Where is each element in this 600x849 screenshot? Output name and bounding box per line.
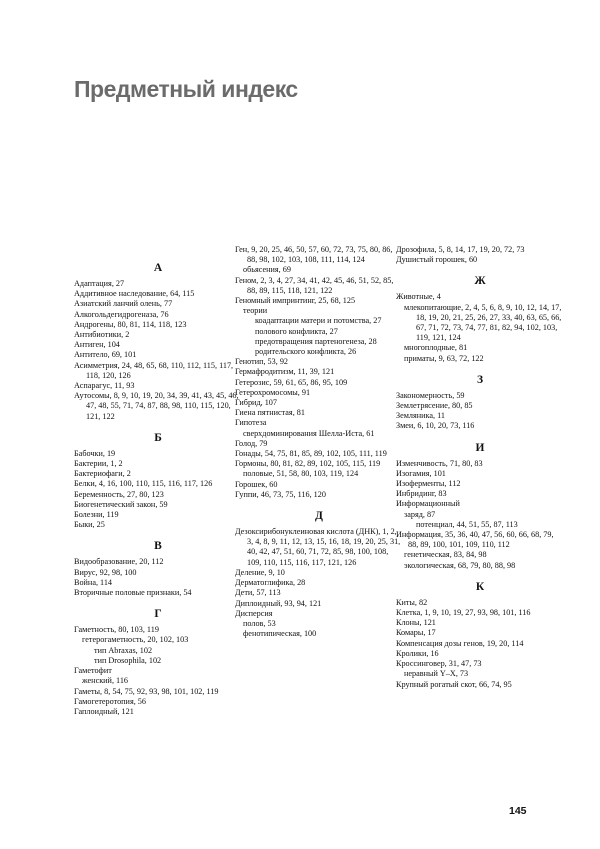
index-entry: Война, 114: [74, 577, 113, 587]
index-entry: Дисперсия: [235, 608, 273, 618]
index-entry: Гаплоидный, 121: [74, 706, 134, 716]
index-subentry: коадаптации матери и потомства, 27: [255, 316, 382, 326]
index-entry: Клоны, 121: [396, 618, 436, 628]
index-subentry: гетерогаметность, 20, 102, 103: [82, 635, 189, 645]
index-entry: Ген, 9, 20, 25, 46, 50, 57, 60, 72, 73, 75, 80, 86, 88, 98, 102, 103, 108, 111, 114, 124: [235, 245, 393, 265]
page-title: Предметный индекс: [74, 76, 298, 102]
index-entry: Землетрясение, 80, 85: [396, 401, 473, 411]
index-entry: Генотип, 53, 92: [235, 357, 289, 367]
index-entry: Адаптация, 27: [74, 279, 125, 288]
index-entry: Змеи, 6, 10, 20, 73, 116: [396, 421, 475, 431]
section-letter: К: [475, 580, 485, 593]
index-entry: Антитело, 69, 101: [74, 350, 137, 360]
index-entry: Дети, 57, 113: [235, 588, 281, 598]
index-entry: Кролики, 16: [396, 648, 439, 658]
index-entry: Аспарагус, 11, 93: [74, 381, 135, 391]
index-entry: Киты, 82: [396, 597, 428, 607]
index-subentry: приматы, 9, 63, 72, 122: [404, 353, 484, 363]
index-subentry: полов, 53: [243, 618, 276, 628]
index-entry: Изогамия, 101: [396, 468, 446, 478]
index-entry: Вирус, 92, 98, 100: [74, 567, 137, 577]
index-entry: Крупный рогатый скот, 66, 74, 95: [396, 679, 512, 689]
index-subentry: неравный Y–X, 73: [404, 669, 469, 679]
index-entry: Гетерозис, 59, 61, 65, 86, 95, 109: [235, 377, 348, 387]
index-entry: Асимметрия, 24, 48, 65, 68, 110, 112, 115, 117, 118, 120, 126: [74, 360, 234, 380]
index-entry: Гуппи, 46, 73, 75, 116, 120: [235, 489, 326, 499]
index-entry: Гаметность, 80, 103, 119: [74, 625, 159, 635]
index-entry: Болезни, 119: [74, 510, 119, 520]
index-entry: Дерматоглифика, 28: [235, 578, 306, 588]
index-entry: Клетка, 1, 9, 10, 19, 27, 93, 98, 101, 116: [396, 608, 531, 618]
index-subentry: женский, 116: [82, 676, 129, 686]
index-column-2: [235, 245, 403, 639]
index-entry: Аддитивное наследование, 64, 115: [74, 289, 195, 299]
index-entry: Голод, 79: [235, 438, 268, 448]
index-entry: Алкогольдегидрогеназа, 76: [74, 309, 169, 319]
index-entry: Информационный: [396, 499, 460, 509]
index-entry: Гипотеза: [235, 418, 267, 428]
index-subentry: тип Drosophila, 102: [94, 655, 162, 665]
index-entry: Информация, 35, 36, 40, 47, 56, 60, 66, 68, 79, 88, 89, 100, 101, 109, 110, 112: [396, 530, 554, 550]
index-entry: Аутосомы, 8, 9, 10, 19, 20, 34, 39, 41, 43, 45, 46, 47, 48, 55, 71, 74, 87, 88, 98, 110, 115, 120, 121, 122: [74, 391, 239, 421]
index-subentry: сверхдоминирования Шелла-Иста, 61: [243, 428, 375, 438]
section-letter: В: [154, 540, 162, 553]
section-letter: Г: [154, 608, 162, 621]
index-entry: Комары, 17: [396, 628, 436, 638]
page-number: 145: [509, 805, 527, 817]
index-entry: Быки, 25: [74, 520, 105, 530]
index-entry: Андрогены, 80, 81, 114, 118, 123: [74, 319, 187, 329]
index-entry: Гормоны, 80, 81, 82, 89, 102, 105, 115, 119: [235, 459, 381, 469]
section-letter: Б: [154, 431, 162, 444]
index-entry: Вторичные половые признаки, 54: [74, 588, 192, 598]
index-entry: Диплоидный, 93, 94, 121: [235, 598, 322, 608]
index-entry: Душистый горошек, 60: [396, 255, 478, 265]
index-subentry: млекопитающие, 2, 4, 5, 6, 8, 9, 10, 12, 14, 17, 18, 19, 20, 21, 25, 26, 27, 33, 40, 63, 65, 66, 67, 71, 72, 73, 74, 77, 81, 82, 94, 102, 103, 119, 121, 124: [404, 302, 562, 343]
index-entry: Земляника, 11: [396, 411, 445, 421]
index-subentry: родительского конфликта, 26: [255, 347, 357, 357]
section-letter: Ж: [474, 275, 486, 288]
index-subentry: половые, 51, 58, 80, 103, 119, 124: [243, 469, 359, 479]
index-entry: Животные, 4: [396, 292, 441, 302]
index-entry: Бабочки, 19: [74, 448, 116, 458]
index-entry: Видообразование, 20, 112: [74, 557, 164, 567]
index-entry: Изоферменты, 112: [396, 479, 461, 489]
index-subentry: обьясения, 69: [243, 265, 291, 275]
index-subentry: генетическая, 83, 84, 98: [404, 550, 487, 560]
index-subentry: экологическая, 68, 79, 80, 88, 98: [404, 560, 516, 570]
index-entry: Антиген, 104: [74, 340, 120, 350]
index-subentry: полового конфликта, 27: [255, 326, 338, 336]
index-entry: Гиена пятнистая, 81: [235, 408, 305, 418]
index-subentry: многоплодные, 81: [404, 343, 468, 353]
index-entry: Дезоксирибонуклеиновая кислота (ДНК), 1, 2, 3, 4, 8, 9, 11, 12, 13, 15, 16, 18, 19, 20, 25, 31, 40, 42, 47, 51, 60, 71, 72, 85, 98, 100, 108, 109, 110, 115, 116, 117, 121, 126: [235, 527, 401, 567]
index-subentry: предотвращения партеногенеза, 28: [255, 336, 377, 346]
index-entry: Инбридинг, 83: [396, 489, 447, 499]
index-entry: Горошек, 60: [235, 479, 278, 489]
index-entry: Азиатский ланчий олень, 77: [74, 299, 173, 309]
index-subentry: тип Abraxas, 102: [94, 645, 153, 655]
index-subentry: теории: [243, 306, 268, 316]
index-column-1: [74, 245, 242, 717]
index-entry: Геном, 2, 3, 4, 27, 34, 41, 42, 45, 46, 51, 52, 85, 88, 89, 115, 118, 121, 122: [235, 275, 394, 295]
index-entry: Кроссинговер, 31, 47, 73: [396, 659, 482, 669]
index-entry: Антибиотики, 2: [74, 330, 130, 340]
index-entry: Биогенетический закон, 59: [74, 499, 168, 509]
index-entry: Гибрид, 107: [235, 398, 277, 408]
index-column-3: [396, 245, 564, 690]
index-entry: Гаметы, 8, 54, 75, 92, 93, 98, 101, 102, 119: [74, 686, 219, 696]
section-letter: И: [475, 441, 485, 454]
index-entry: Гермафродитизм, 11, 39, 121: [235, 367, 335, 377]
index-entry: Изменчивость, 71, 80, 83: [396, 458, 483, 468]
index-entry: Бактериофаги, 2: [74, 469, 131, 479]
index-entry: Гаметофит: [74, 666, 112, 676]
index-entry: Гамогетеротопия, 56: [74, 696, 146, 706]
section-letter: З: [476, 373, 484, 386]
index-entry: Гетерохромосомы, 91: [235, 387, 311, 397]
index-entry: Компенсация дозы генов, 19, 20, 114: [396, 638, 524, 648]
index-entry: Закономерность, 59: [396, 390, 465, 400]
index-entry: Деление, 9, 10: [235, 567, 285, 577]
section-letter: Д: [315, 510, 323, 523]
index-entry: Дрозофила, 5, 8, 14, 17, 19, 20, 72, 73: [396, 245, 525, 254]
section-letter: А: [153, 262, 163, 274]
index-subentry: фенотипическая, 100: [243, 629, 317, 639]
index-entry: Геномный импринтинг, 25, 68, 125: [235, 296, 356, 306]
index-entry: Белки, 4, 16, 100, 110, 115, 116, 117, 126: [74, 479, 213, 489]
index-entry: Гонады, 54, 75, 81, 85, 89, 102, 105, 111, 119: [235, 449, 387, 459]
index-entry: Бактерии, 1, 2: [74, 459, 123, 469]
index-entry: Беременность, 27, 80, 123: [74, 489, 164, 499]
index-subentry: потенциал, 44, 51, 55, 87, 113: [416, 519, 518, 529]
index-subentry: заряд, 87: [404, 509, 436, 519]
